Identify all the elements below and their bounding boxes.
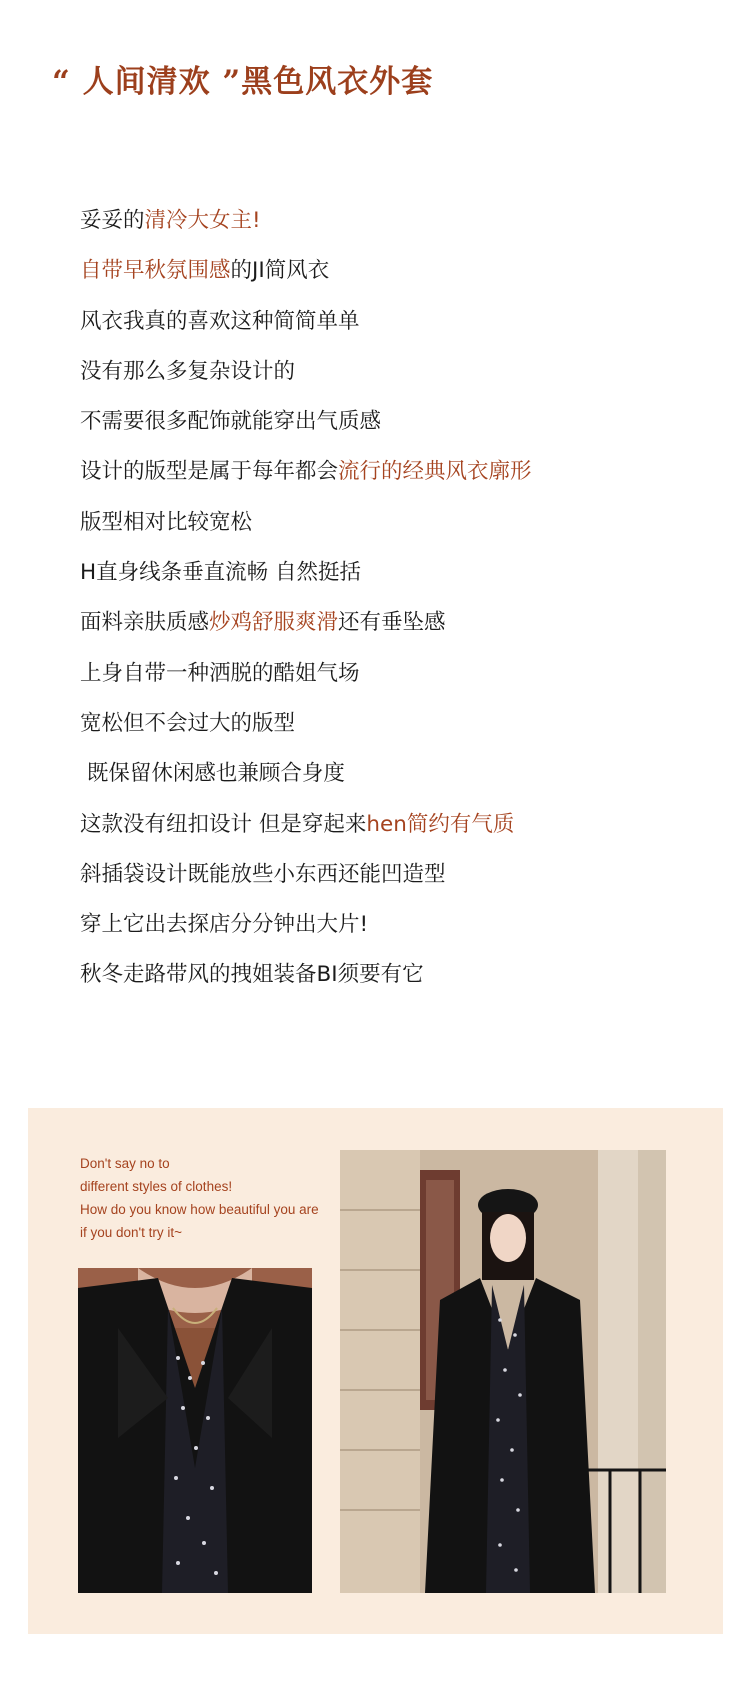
coat-detail-photo <box>78 1268 312 1593</box>
description-line <box>80 498 720 548</box>
description-text: 斜插袋设计既能放些小东西还能凹造型 <box>80 861 446 887</box>
english-caption-line: different styles of clothes! <box>80 1179 233 1194</box>
description-text: H直身线条垂直流畅 自然挺括 <box>80 560 362 586</box>
description-text: 宽松但不会过大的版型 <box>80 710 296 736</box>
description-line <box>80 246 720 296</box>
highlight-text: 自带早秋氛围感 <box>80 258 231 284</box>
description-line <box>80 749 720 799</box>
model-photo <box>340 1150 666 1593</box>
description-text: 这款没有纽扣设计 但是穿起来 <box>80 811 367 837</box>
description-text: 不需要很多配饰就能穿出气质感 <box>80 409 382 435</box>
description-text: 设计的版型是属于每年都会 <box>80 459 339 485</box>
highlight-text: 炒鸡舒服爽滑 <box>209 610 339 636</box>
description-text: 穿上它出去探店分分钟出大片! <box>80 912 369 938</box>
description-line <box>80 447 720 497</box>
description-line <box>80 548 720 598</box>
description-text: 还有垂坠感 <box>338 610 446 636</box>
description-line <box>80 397 720 447</box>
description-text: 面料亲肤质感 <box>80 610 210 636</box>
description-text: 风衣我真的喜欢这种简简单单 <box>80 308 360 334</box>
highlight-text: 清冷大女主! <box>144 208 261 233</box>
description-line <box>80 598 720 648</box>
description-text: 版型相对比较宽松 <box>80 509 253 535</box>
description-line <box>80 950 720 1000</box>
english-caption-line: if you don't try it~ <box>80 1225 183 1240</box>
product-description <box>80 196 720 1001</box>
highlight-text: hen简约有气质 <box>366 811 515 837</box>
description-text: 既保留休闲感也兼顾合身度 <box>80 761 345 787</box>
description-text: 上身自带一种洒脱的酷姐气场 <box>80 660 360 686</box>
description-line <box>80 900 720 950</box>
description-text: 没有那么多复杂设计的 <box>80 358 296 384</box>
page-title: “ 人间清欢 ”黑色风衣外套 <box>52 64 434 100</box>
description-line <box>80 800 720 850</box>
description-line <box>80 699 720 749</box>
photo-panel <box>28 1108 723 1634</box>
english-caption-line: Don't say no to <box>80 1156 170 1171</box>
english-caption-line: How do you know how beautiful you are <box>80 1202 319 1217</box>
description-line <box>80 649 720 699</box>
description-line <box>80 196 720 246</box>
description-line <box>80 297 720 347</box>
description-text: 秋冬走路带风的拽姐装备BI须要有它 <box>80 962 424 988</box>
description-line <box>80 347 720 397</box>
description-line <box>80 850 720 900</box>
english-caption <box>80 1152 360 1244</box>
description-text: 妥妥的 <box>80 208 145 233</box>
description-text: 的JI简风衣 <box>230 258 330 284</box>
highlight-text: 流行的经典风衣廓形 <box>338 459 532 485</box>
